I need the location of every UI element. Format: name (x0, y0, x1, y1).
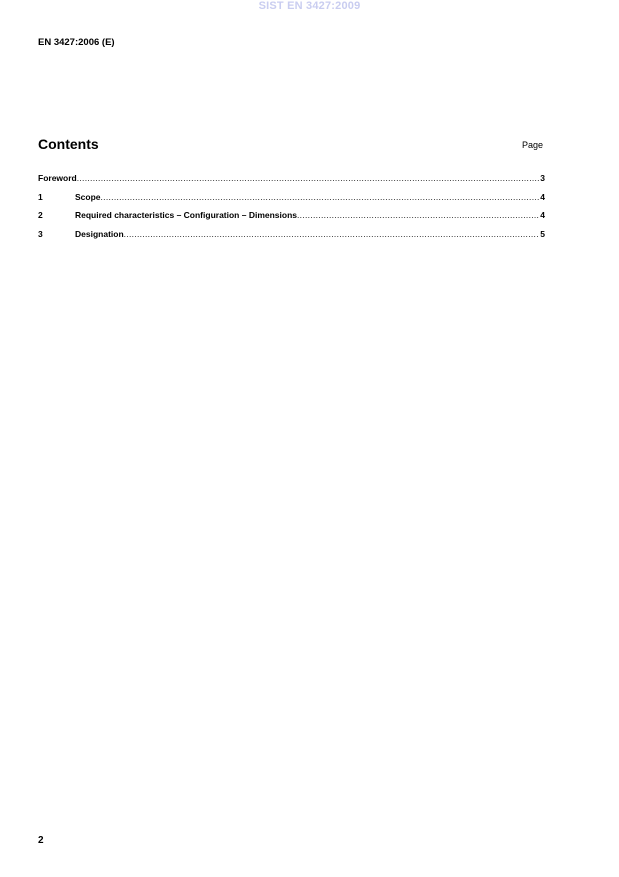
toc-entry-scope[interactable] (38, 192, 545, 211)
toc-entry-title: Required characteristics – Configuration – Dimensions (75, 210, 298, 220)
document-id: EN 3427:2006 (E) (38, 37, 115, 48)
toc-entry-foreword[interactable] (38, 173, 545, 192)
toc-entry-designation[interactable] (38, 229, 545, 248)
toc-entry-title: Scope (75, 191, 101, 202)
toc-dot-leader (77, 173, 540, 183)
toc-entry-page: 4 (540, 191, 545, 202)
toc-dot-leader (101, 192, 540, 202)
page-column-label: Page (522, 140, 544, 150)
toc-dot-leader (124, 229, 540, 239)
watermark-text: SIST EN 3427:2009 (258, 0, 361, 12)
toc-entry-page: 5 (540, 228, 545, 239)
toc-entry-number: 1 (38, 191, 43, 202)
toc-entry-page: 3 (540, 173, 545, 183)
page-number: 2 (38, 835, 44, 846)
toc-entry-required-characteristics[interactable] (38, 210, 545, 229)
toc-entry-page: 4 (540, 210, 545, 220)
table-of-contents (38, 173, 545, 247)
toc-entry-title: Foreword (38, 173, 77, 183)
toc-entry-title: Designation (75, 228, 124, 239)
toc-entry-number: 3 (38, 228, 43, 239)
toc-entry-number: 2 (38, 210, 43, 220)
toc-dot-leader (297, 210, 539, 220)
contents-heading: Contents (38, 136, 99, 152)
